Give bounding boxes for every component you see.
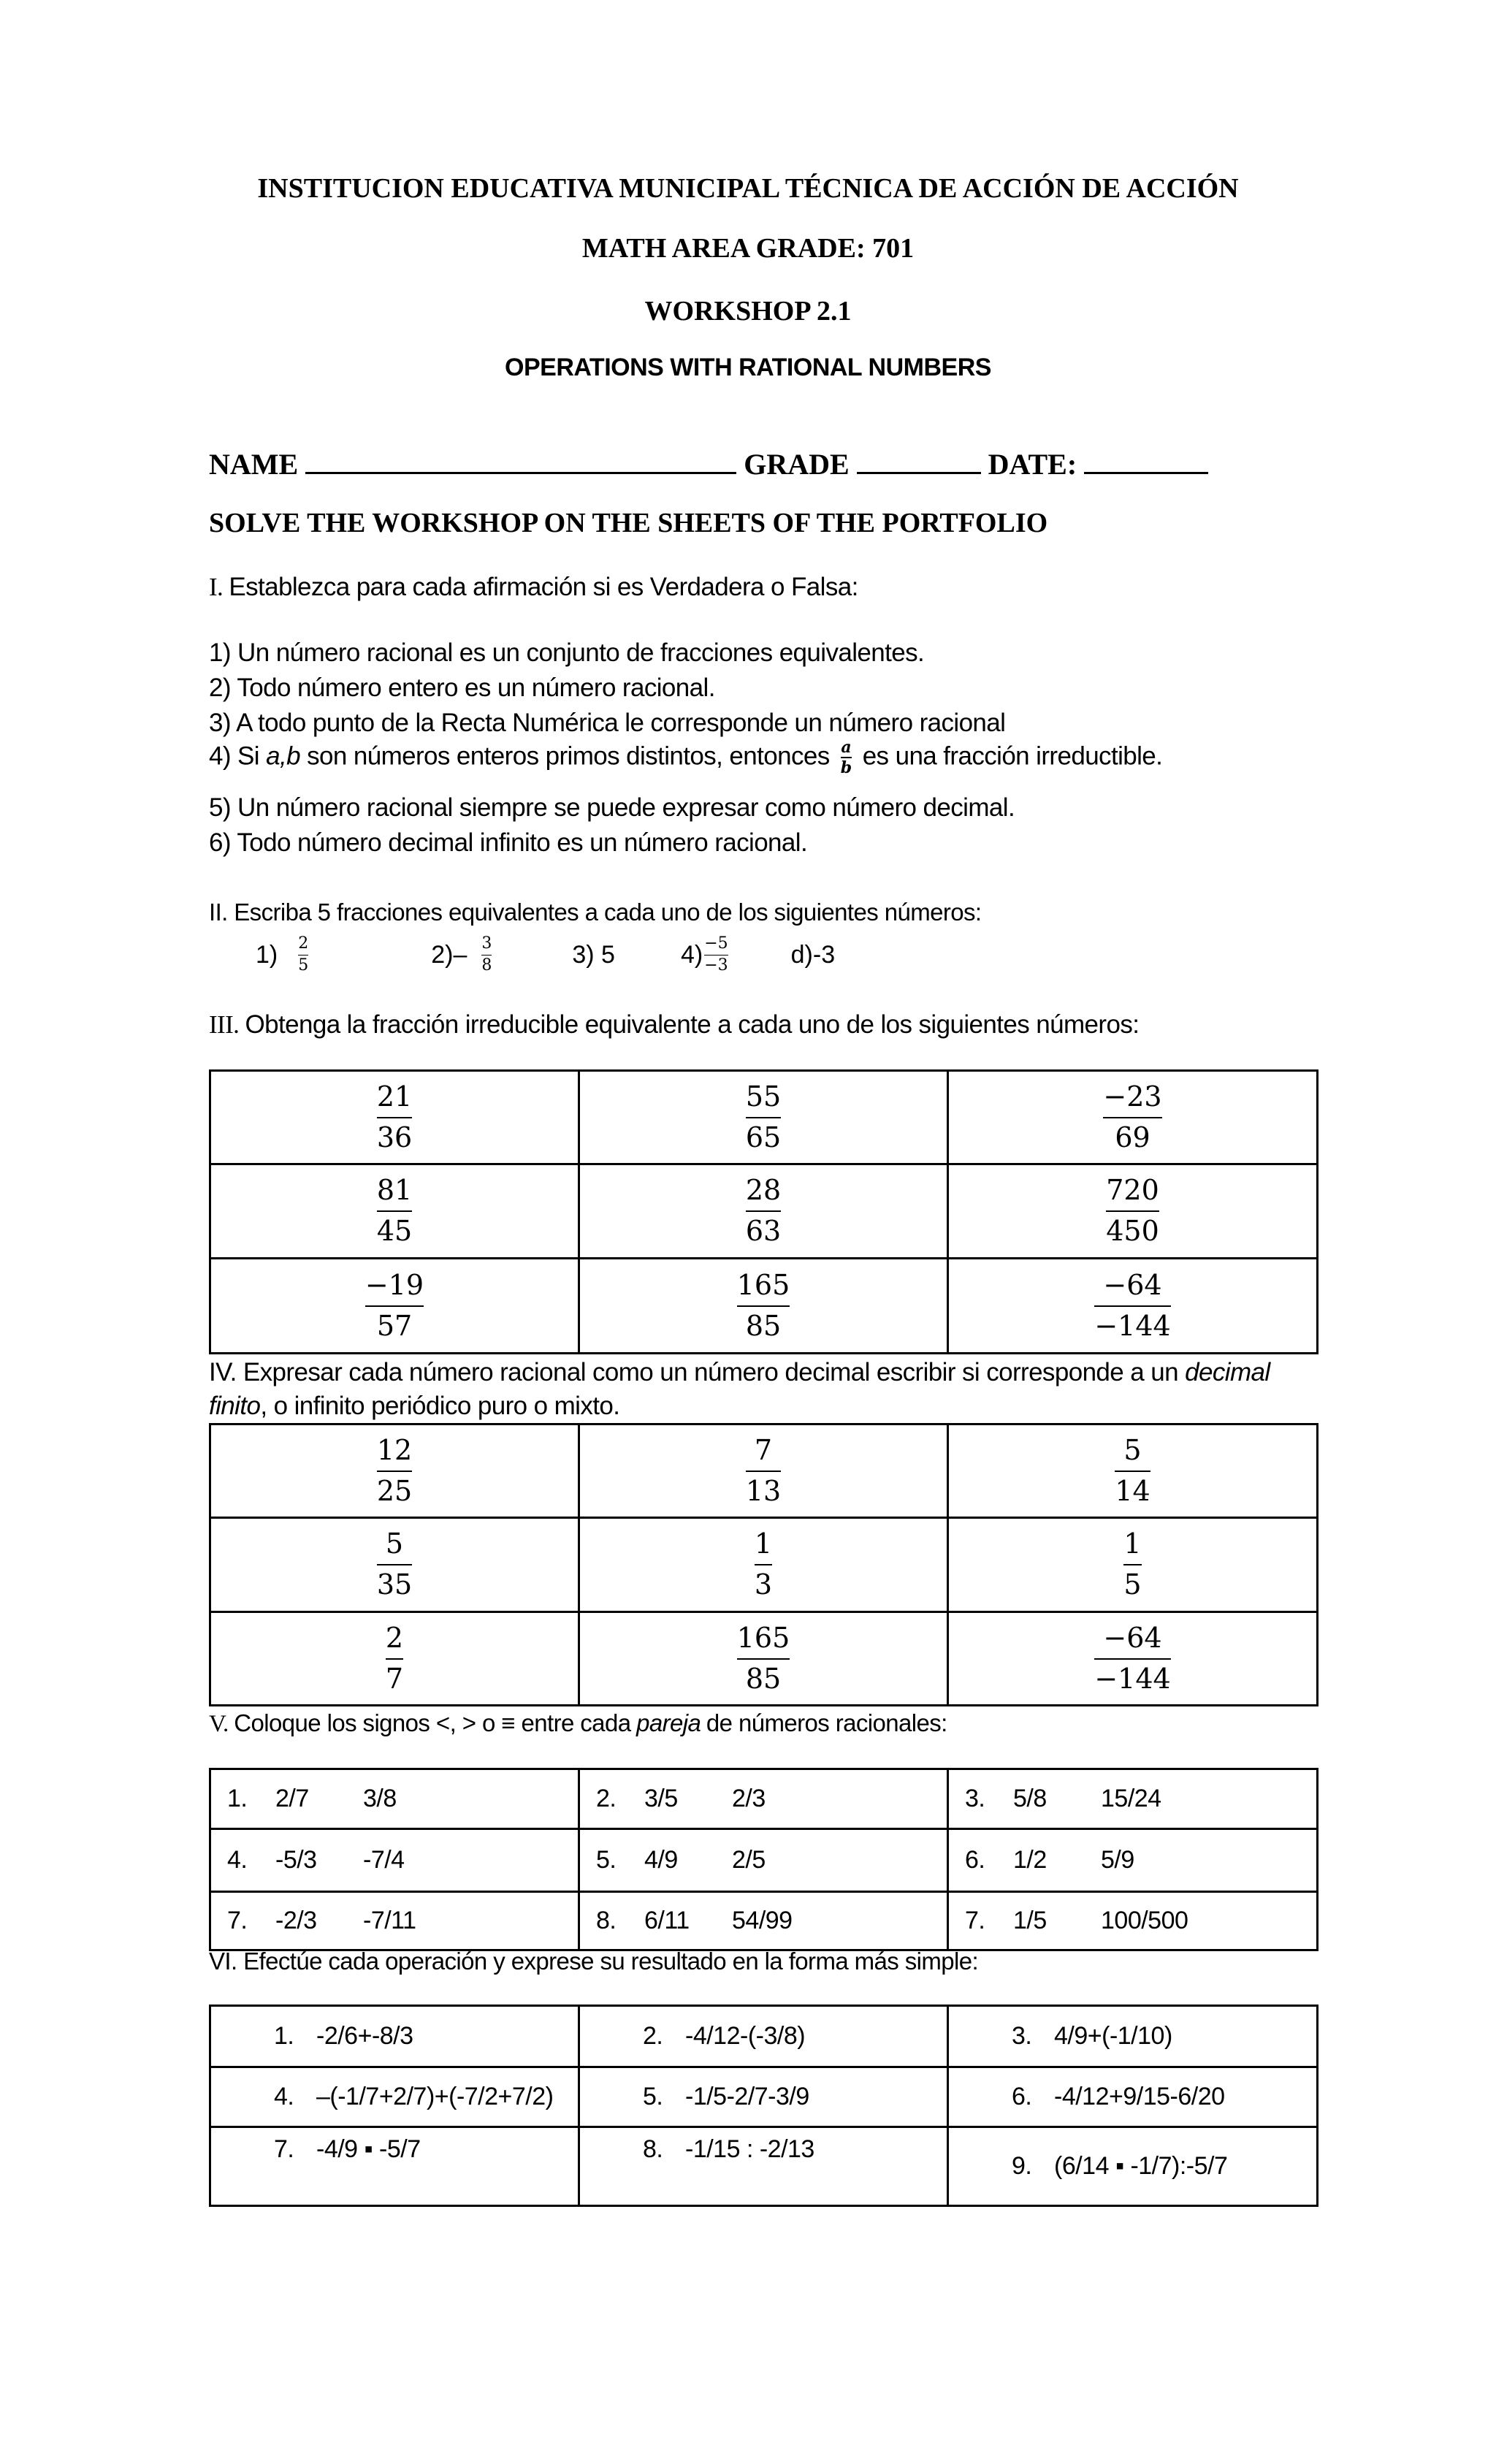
right-value: 2/5 (732, 1846, 766, 1874)
fraction (1106, 1175, 1159, 1247)
fraction (377, 1175, 412, 1247)
right-value: -7/11 (363, 1907, 416, 1934)
statement-4-part-a: 4) Si (209, 741, 259, 771)
fraction (1123, 1529, 1141, 1601)
section3-cell (579, 1259, 948, 1354)
statement-4-part-c: es una fracción irreductible. (862, 741, 1163, 771)
statement-4-vars: a,b (266, 741, 300, 771)
number-4-label: 4) (680, 940, 703, 969)
comparison-cell (948, 1829, 1318, 1892)
denominator: 69 (1115, 1121, 1150, 1153)
item-number: 7. (965, 1907, 985, 1934)
denominator: 57 (376, 1309, 413, 1342)
section4-emphasis-finito: finito (209, 1392, 261, 1420)
fraction-numerator: a (841, 738, 851, 757)
operation-cell (210, 2006, 579, 2067)
numerator: 12 (376, 1433, 413, 1466)
date-label: DATE: (988, 448, 1077, 481)
numerator: 165 (736, 1621, 790, 1654)
numerator: 7 (754, 1433, 773, 1466)
denominator: 85 (745, 1309, 782, 1342)
numerator: 21 (376, 1080, 413, 1113)
section2-title: II. Escriba 5 fracciones equivalentes a cada uno de los siguientes números: (209, 899, 982, 926)
number-1-label: 1) (256, 940, 278, 969)
right-value: 5/9 (1101, 1846, 1134, 1874)
statement-3: 3) A todo punto de la Recta Numérica le corresponde un número racional (209, 709, 1006, 737)
item-number: 7. (227, 1907, 248, 1934)
date-blank[interactable] (1084, 447, 1208, 474)
denominator: 85 (745, 1662, 782, 1695)
section4-cell (210, 1612, 579, 1706)
denominator: 25 (376, 1474, 413, 1507)
item-number: 8. (643, 2135, 663, 2163)
right-value: -7/4 (363, 1846, 405, 1874)
section1-title-text: Establezca para cada afirmación si es Verdadera o Falsa: (229, 573, 858, 601)
section4-cell (948, 1424, 1318, 1518)
operation-expression: -1/15 : -2/13 (685, 2135, 814, 2163)
section5-emphasis: pareja (636, 1709, 701, 1736)
section4-title (209, 1356, 1270, 1423)
comparison-cell (948, 1769, 1318, 1829)
section3-title (209, 1010, 1139, 1040)
item-number: 6. (1012, 2083, 1032, 2110)
left-value: -5/3 (275, 1846, 317, 1874)
fraction (1094, 1623, 1170, 1695)
section4-emphasis-decimal: decimal (1185, 1358, 1270, 1387)
topic-title: OPERATIONS WITH RATIONAL NUMBERS (505, 354, 991, 381)
section1-title (209, 573, 858, 602)
operation-cell (948, 2006, 1318, 2067)
section3-table (209, 1069, 1318, 1354)
fraction (1094, 1270, 1170, 1342)
section4-title-b: , o infinito periódico puro o mixto. (260, 1392, 620, 1420)
denominator: 14 (1115, 1474, 1150, 1507)
section3-cell (948, 1259, 1318, 1354)
comparison-cell (579, 1829, 948, 1892)
denominator: 3 (754, 1568, 773, 1601)
item-number: 9. (1012, 2152, 1032, 2180)
denominator: 35 (376, 1568, 413, 1601)
section3-cell (210, 1071, 579, 1164)
numerator: 5 (385, 1527, 404, 1560)
right-value: 54/99 (732, 1907, 793, 1934)
name-label: NAME (209, 448, 299, 481)
denominator: 63 (745, 1215, 782, 1247)
left-value: 3/5 (644, 1785, 678, 1812)
fraction (746, 1082, 781, 1153)
right-value: 100/500 (1101, 1907, 1188, 1934)
grade-blank[interactable] (857, 447, 981, 474)
section4-cell (948, 1612, 1318, 1706)
number-3: 3) 5 (572, 940, 615, 969)
fraction (365, 1270, 424, 1342)
statement-6: 6) Todo número decimal infinito es un número racional. (209, 828, 808, 857)
workshop-title: WORKSHOP 2.1 (644, 296, 852, 327)
number-5: d)-3 (790, 940, 836, 969)
denominator: 65 (745, 1121, 782, 1153)
fraction (377, 1435, 412, 1507)
left-value: -2/3 (275, 1907, 317, 1934)
item-number: 6. (965, 1846, 985, 1874)
denominator: −144 (1094, 1309, 1171, 1342)
fraction (737, 1270, 790, 1342)
numerator: −64 (1103, 1621, 1162, 1654)
numerator: −64 (1103, 1268, 1162, 1301)
statement-5: 5) Un número racional siempre se puede expresar como número decimal. (209, 793, 1015, 822)
item-number: 2. (643, 2022, 663, 2050)
fraction (755, 1529, 772, 1601)
number-4-fraction (704, 935, 728, 974)
item-number: 4. (274, 2083, 294, 2110)
grade-label: GRADE (744, 448, 850, 481)
section4-cell (579, 1424, 948, 1518)
comparison-cell (210, 1829, 579, 1892)
fraction (386, 1623, 403, 1695)
instruction-line: SOLVE THE WORKSHOP ON THE SHEETS OF THE PORTFOLIO (209, 508, 1048, 538)
denominator: 36 (376, 1121, 413, 1153)
number-2-label: 2)– (431, 940, 468, 969)
operation-cell (210, 2067, 579, 2127)
section6-title: VI. Efectúe cada operación y exprese su resultado en la forma más simple: (209, 1948, 979, 1975)
number-1-denominator: 5 (298, 956, 309, 974)
fraction (746, 1435, 781, 1507)
operation-cell (948, 2067, 1318, 2127)
operation-expression: -2/6+-8/3 (316, 2022, 413, 2050)
fraction (377, 1529, 412, 1601)
fraction (377, 1082, 412, 1153)
section1-roman: I. (209, 573, 224, 601)
section3-cell (579, 1071, 948, 1164)
section4-table (209, 1423, 1318, 1706)
denominator: 45 (376, 1215, 413, 1247)
section4-title-a: IV. Expresar cada número racional como un número decimal escribir si corresponde a un (209, 1358, 1179, 1387)
item-number: 2. (596, 1785, 617, 1812)
fraction-a-over-b (841, 739, 852, 777)
numerator: 1 (754, 1527, 773, 1560)
fraction (1115, 1435, 1150, 1507)
item-number: 3. (965, 1785, 985, 1812)
operation-cell (210, 2127, 579, 2206)
numerator: 1 (1123, 1527, 1142, 1560)
number-1-numerator: 2 (298, 934, 309, 953)
fraction (737, 1623, 790, 1695)
operation-cell (579, 2006, 948, 2067)
student-info-line (209, 447, 1208, 481)
section3-title-text: Obtenga la fracción irreducible equivalente a cada uno de los siguientes números: (245, 1010, 1140, 1039)
statement-1: 1) Un número racional es un conjunto de fracciones equivalentes. (209, 638, 925, 667)
operation-cell (948, 2127, 1318, 2206)
item-number: 4. (227, 1846, 248, 1874)
operation-expression: -4/12-(-3/8) (685, 2022, 806, 2050)
left-value: 1/5 (1013, 1907, 1047, 1934)
numerator: 81 (376, 1174, 413, 1207)
right-value: 15/24 (1101, 1785, 1161, 1812)
number-2-numerator: 3 (481, 934, 492, 953)
item-number: 1. (274, 2022, 294, 2050)
item-number: 3. (1012, 2022, 1032, 2050)
section4-cell (210, 1424, 579, 1518)
section5-title-b: de números racionales: (706, 1709, 947, 1736)
math-area-title: MATH AREA GRADE: 701 (581, 233, 915, 264)
comparison-cell (210, 1769, 579, 1829)
number-2-denominator: 8 (481, 956, 492, 974)
operation-expression: 4/9+(-1/10) (1054, 2022, 1172, 2050)
fraction (746, 1175, 781, 1247)
denominator: 5 (1123, 1568, 1142, 1601)
section3-cell (948, 1071, 1318, 1164)
item-number: 1. (227, 1785, 248, 1812)
section3-cell (579, 1164, 948, 1259)
numerator: −19 (365, 1268, 424, 1301)
statement-4-part-b: son números enteros primos distintos, entonces (307, 741, 830, 771)
section3-cell (210, 1164, 579, 1259)
item-number: 5. (596, 1846, 617, 1874)
section4-cell (579, 1612, 948, 1706)
section2-numbers (256, 929, 835, 980)
fraction-denominator: b (840, 758, 852, 778)
operation-expression: (6/14 ▪ -1/7):-5/7 (1054, 2152, 1228, 2180)
statement-4 (209, 739, 1162, 777)
left-value: 1/2 (1013, 1846, 1047, 1874)
right-value: 2/3 (732, 1785, 766, 1812)
comparison-cell (948, 1892, 1318, 1950)
section5-title-a: Coloque los signos <, > o ≡ entre cada (234, 1709, 631, 1736)
operation-expression: -1/5-2/7-3/9 (685, 2083, 809, 2110)
numerator: 2 (385, 1621, 404, 1654)
section4-cell (210, 1518, 579, 1612)
number-2-fraction (481, 935, 492, 974)
section3-roman: III. (209, 1010, 240, 1039)
right-value: 3/8 (363, 1785, 397, 1812)
item-number: 8. (596, 1907, 617, 1934)
item-number: 7. (274, 2135, 294, 2163)
section5-table (209, 1768, 1318, 1951)
denominator: 13 (745, 1474, 782, 1507)
comparison-cell (579, 1892, 948, 1950)
numerator: 5 (1123, 1433, 1142, 1466)
denominator: 7 (385, 1662, 404, 1695)
item-number: 5. (643, 2083, 663, 2110)
left-value: 4/9 (644, 1846, 678, 1874)
left-value: 5/8 (1013, 1785, 1047, 1812)
section5-roman: V. (209, 1711, 229, 1737)
comparison-cell (579, 1769, 948, 1829)
name-blank[interactable] (305, 447, 736, 474)
numerator: −23 (1103, 1080, 1162, 1113)
statement-2: 2) Todo número entero es un número racional. (209, 674, 715, 702)
denominator: 450 (1106, 1215, 1159, 1247)
operation-expression: -4/9 ▪ -5/7 (316, 2135, 421, 2163)
section6-table (209, 2005, 1318, 2207)
operation-cell (579, 2067, 948, 2127)
operation-expression: -4/12+9/15-6/20 (1054, 2083, 1225, 2110)
numerator: 55 (745, 1080, 782, 1113)
section4-cell (948, 1518, 1318, 1612)
section5-title (209, 1709, 947, 1738)
fraction (1103, 1082, 1161, 1153)
operation-cell (579, 2127, 948, 2206)
left-value: 2/7 (275, 1785, 309, 1812)
operation-expression: –(-1/7+2/7)+(-7/2+7/2) (316, 2083, 554, 2110)
number-1-fraction (298, 935, 308, 974)
section3-cell (948, 1164, 1318, 1259)
section4-cell (579, 1518, 948, 1612)
section3-cell (210, 1259, 579, 1354)
institution-title: INSTITUCION EDUCATIVA MUNICIPAL TÉCNICA DE ACCIÓN DE ACCIÓN (257, 173, 1239, 204)
number-4-denominator: −3 (704, 956, 728, 974)
numerator: 28 (745, 1174, 782, 1207)
left-value: 6/11 (644, 1907, 690, 1934)
comparison-cell (210, 1892, 579, 1950)
numerator: 720 (1106, 1174, 1159, 1207)
number-4-numerator: −5 (704, 934, 728, 953)
numerator: 165 (736, 1268, 790, 1301)
denominator: −144 (1094, 1662, 1171, 1695)
